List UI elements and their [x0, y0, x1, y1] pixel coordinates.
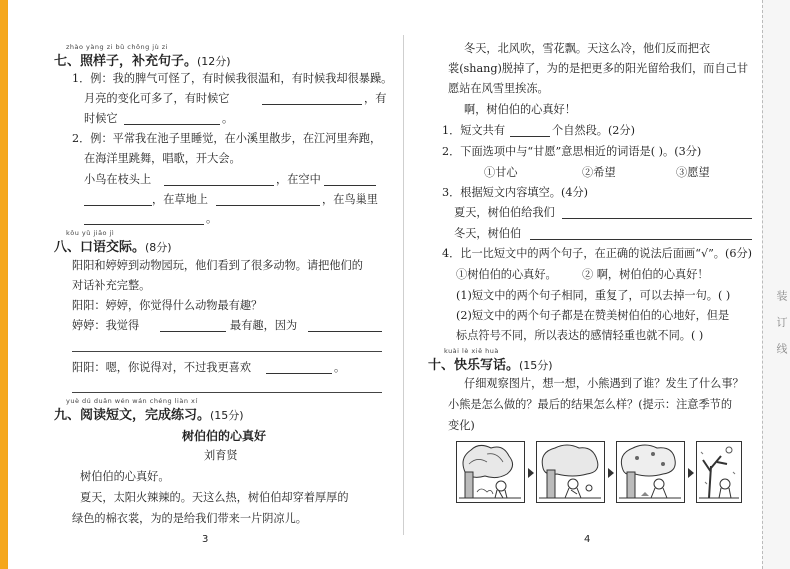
s7-q1-line3a: 时候它: [84, 112, 118, 125]
article-cont4: 啊，树伯伯的心真好！: [464, 103, 576, 116]
page-divider: [403, 35, 404, 535]
s10-title: [428, 354, 553, 373]
s8-pinyin: kǒu yǔ jiāo jì: [66, 229, 115, 237]
r-q4-s1: ①树伯伯的心真好。: [456, 268, 557, 281]
s9-title: [54, 404, 244, 423]
s8-p1: 阳阳和婷婷到动物园玩，他们看到了很多动物。请把他们的: [72, 259, 363, 272]
s7-q1-blank2[interactable]: [124, 124, 220, 125]
s8-d3b: 。: [334, 361, 346, 374]
s8-d2a: 婷婷：我觉得: [72, 319, 140, 332]
comic-strip: [456, 441, 742, 503]
s8-d1: 阳阳：婷婷，你觉得什么动物最有趣？: [72, 299, 263, 312]
s10-pinyin: kuài lè xiě huà: [444, 347, 499, 355]
s7-q1-line2b: ，有: [364, 92, 387, 105]
article-line1: 树伯伯的心真好。: [80, 470, 170, 483]
tree-shade-icon: [537, 442, 603, 501]
arrow-icon: [608, 468, 614, 478]
r-q1b: 个自然段。(2分): [552, 124, 635, 137]
binding-text: 装 订 线: [775, 290, 788, 360]
r-q3-blank1[interactable]: [562, 218, 752, 219]
s10-score: (15分): [519, 359, 553, 372]
s8-answer-line1[interactable]: [72, 351, 382, 352]
comic-panel-4: [696, 441, 742, 503]
tree-summer-icon: [457, 442, 523, 501]
article-line3: 绿色的棉衣裳，为的是给我们带来一片阴凉儿。: [72, 512, 307, 525]
r-q3-blank2[interactable]: [530, 239, 752, 240]
s8-p2: 对话补充完整。: [72, 279, 151, 292]
r-q1a: 1．短文共有: [442, 124, 506, 137]
s7-q2-line5: 。: [206, 212, 218, 225]
page-number-left: 3: [202, 534, 209, 545]
comic-panel-3: [616, 441, 685, 503]
article-title: 树伯伯的心真好: [182, 429, 267, 443]
s7-q2-line3a: 小鸟在枝头上: [84, 173, 152, 186]
r-q3: 3．根据短文内容填空。(4分): [442, 186, 589, 199]
r-q4-o2b[interactable]: 标点符号不同，所以表达的感情轻重也就不同。( ): [456, 329, 704, 342]
article-cont3: 愿站在风雪里挨冻。: [448, 82, 549, 95]
s7-score: (12分): [197, 55, 231, 68]
r-q3-b: 冬天，树伯伯: [454, 227, 522, 240]
r-q2-opt3[interactable]: ③愿望: [676, 166, 710, 179]
r-q2: 2．下面选项中与“甘愿”意思相近的词语是( )。(3分): [442, 145, 702, 158]
s7-pinyin: zhào yàng zi bǔ chōng jù zi: [66, 43, 168, 51]
article-cont1: 冬天，北风吹，雪花飘。天这么冷，他们反而把衣: [464, 42, 711, 55]
s7-q1-line3b: 。: [222, 112, 234, 125]
r-q4-s2: ② 啊，树伯伯的心真好！: [582, 268, 709, 281]
s9-pinyin: yuè dú duǎn wén wán chéng liàn xí: [66, 397, 198, 405]
binding-margin: [762, 0, 790, 569]
comic-panel-1: [456, 441, 525, 503]
r-q4-o1[interactable]: (1)短文中的两个句子相同，重复了，可以去掉一句。( ): [456, 289, 731, 302]
r-q4-o2a: (2)短文中的两个句子都是在赞美树伯伯的心地好，但是: [456, 309, 730, 322]
s7-q2-blank1[interactable]: [164, 185, 274, 186]
article-cont2: 裳(shang)脱掉了，为的是把更多的阳光留给我们，而自己甘: [448, 62, 749, 75]
s8-title-text: 八、口语交际。: [54, 240, 146, 255]
s8-blank1[interactable]: [160, 331, 226, 332]
arrow-icon: [528, 468, 534, 478]
s7-q1-blank1[interactable]: [262, 104, 362, 105]
arrow-icon: [688, 468, 694, 478]
s9-title-text: 九、阅读短文，完成练习。: [54, 408, 211, 423]
s7-q2-line4b: ，在鸟巢里: [322, 193, 378, 206]
s9-score: (15分): [210, 409, 244, 422]
s7-q2-blank2[interactable]: [324, 185, 376, 186]
s7-q2-line3b: ，在空中: [276, 173, 321, 186]
s8-blank3[interactable]: [266, 373, 332, 374]
r-q1-blank[interactable]: [510, 136, 550, 137]
s7-title: [54, 50, 231, 69]
s7-q2-blank4[interactable]: [216, 205, 320, 206]
article-line2: 夏天，太阳火辣辣的。天这么热，树伯伯却穿着厚厚的: [80, 491, 349, 504]
s7-q2-blank3[interactable]: [84, 205, 152, 206]
tree-winter-icon: [697, 442, 740, 501]
s8-d2b: 最有趣，因为: [230, 319, 298, 332]
r-q2-opt1[interactable]: ①甘心: [484, 166, 518, 179]
s8-blank2[interactable]: [308, 331, 382, 332]
s8-answer-line2[interactable]: [72, 392, 382, 393]
s7-q1-line2a: 月亮的变化可多了，有时候它: [84, 92, 230, 105]
article-author: 刘育贤: [204, 449, 238, 462]
s7-q2-blank5[interactable]: [84, 224, 204, 225]
s7-q2-line1: 2．例：平常我在池子里睡觉，在小溪里散步，在江河里奔跑，: [72, 132, 382, 145]
comic-panel-2: [536, 441, 605, 503]
s8-d3a: 阳阳：嗯，你说得对，不过我更喜欢: [72, 361, 252, 374]
r-q4: 4．比一比短文中的两个句子，在正确的说法后面画“√”。(6分): [442, 247, 753, 260]
s8-score: (8分): [145, 241, 172, 254]
s10-p3: 变化): [448, 419, 475, 432]
page-number-right: 4: [584, 534, 591, 545]
s10-title-text: 十、快乐写话。: [428, 358, 520, 373]
s7-title-text: 七、照样子，补充句子。: [54, 54, 198, 69]
s7-q2-line2: 在海洋里跳舞，唱歌，开大会。: [84, 152, 241, 165]
s7-q2-line4a: ，在草地上: [152, 193, 208, 206]
r-q3-a: 夏天，树伯伯给我们: [454, 206, 555, 219]
tree-autumn-icon: [617, 442, 683, 501]
s8-title: [54, 236, 172, 255]
s10-p2: 小熊是怎么做的？最后的结果怎么样？(提示：注意季节的: [448, 398, 733, 411]
s10-p1: 仔细观察图片，想一想，小熊遇到了谁？发生了什么事？: [464, 377, 744, 390]
r-q2-opt2[interactable]: ②希望: [582, 166, 616, 179]
s7-q1-line1: 1．例：我的脾气可怪了，有时候我很温和，有时候我却很暴躁。: [72, 72, 393, 85]
worksheet-spread: [8, 0, 762, 569]
